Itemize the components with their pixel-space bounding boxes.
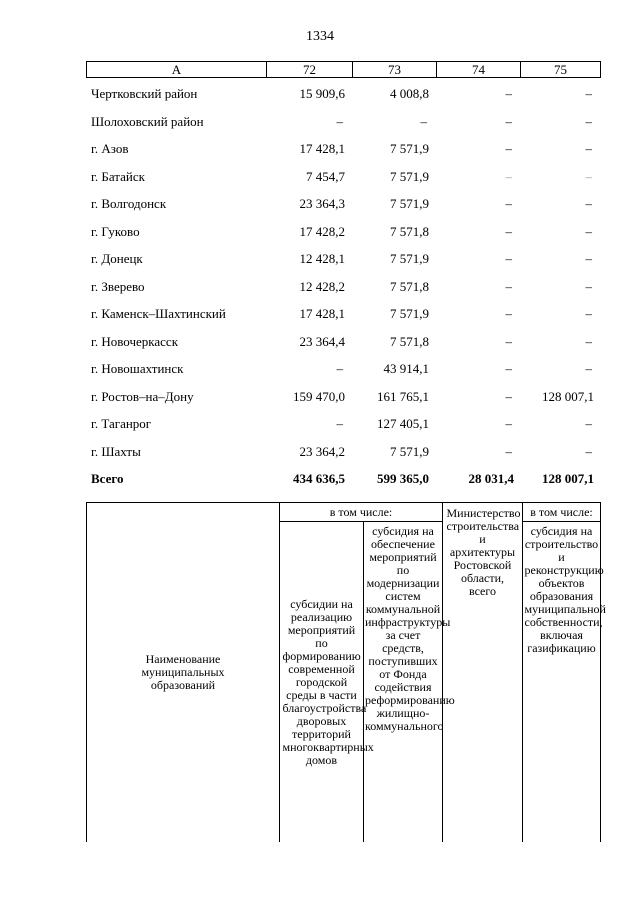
value-col-74: – <box>505 361 512 376</box>
value-col-74: – <box>505 334 512 349</box>
value-col-72: 23 364,4 <box>299 334 345 349</box>
continuation-header-table <box>86 502 606 842</box>
value-col-73: 7 571,9 <box>390 141 429 156</box>
value-col-73: 7 571,8 <box>390 334 429 349</box>
value-col-72: 17 428,1 <box>299 306 345 321</box>
value-col-72: – <box>336 114 343 129</box>
municipality-name: г. Каменск–Шахтинский <box>91 306 226 321</box>
value-col-72: 17 428,1 <box>299 141 345 156</box>
municipality-name: г. Донецк <box>91 251 143 266</box>
value-col-72: 7 454,7 <box>306 169 345 184</box>
municipality-name: Чертковский район <box>91 86 198 101</box>
subsidy-education-objects-header: субсидия на строительство и реконструкцию объектов образования муниципальной собственности, включая газификацию <box>523 522 601 843</box>
value-col-74: – <box>505 279 512 294</box>
value-col-74: – <box>505 86 512 101</box>
value-col-73: 7 571,9 <box>390 306 429 321</box>
value-col-74: – <box>505 224 512 239</box>
value-col-72: 23 364,3 <box>299 196 345 211</box>
including-right-header: в том числе: <box>523 503 601 522</box>
subsidy-urban-environment-header: субсидии на реализацию мероприятий по формированию современной городской среды в части благоустройства дворовых территорий многоквартирных домов <box>280 522 364 843</box>
municipality-name: г. Новошахтинск <box>91 361 184 376</box>
header-col-73: 73 <box>353 62 437 78</box>
names-column-header: Наименование муниципальных образований <box>87 503 280 843</box>
value-col-73: 7 571,8 <box>390 279 429 294</box>
value-col-73: – <box>420 114 427 129</box>
value-col-74: – <box>505 141 512 156</box>
value-col-73: 7 571,9 <box>390 196 429 211</box>
table-row <box>86 84 600 104</box>
value-col-73: 127 405,1 <box>377 416 429 431</box>
value-col-72: 12 428,2 <box>299 279 345 294</box>
value-col-75: 128 007,1 <box>542 389 594 404</box>
including-left-header: в том числе: <box>280 503 443 522</box>
value-col-74: – <box>505 169 512 184</box>
header-col-72: 72 <box>267 62 353 78</box>
municipality-name: г. Новочеркасск <box>91 334 179 349</box>
municipality-name: г. Батайск <box>91 169 145 184</box>
municipality-name: г. Зверево <box>91 279 145 294</box>
table-row <box>86 359 600 379</box>
table-row <box>86 222 600 242</box>
value-col-72: – <box>336 416 343 431</box>
table-row <box>86 442 600 462</box>
table-row <box>86 167 600 187</box>
value-col-75: – <box>585 114 592 129</box>
total-label: Всего <box>91 471 124 486</box>
header-col-a: А <box>87 62 267 78</box>
value-col-75: – <box>585 224 592 239</box>
table-row <box>86 332 600 352</box>
value-col-72: 17 428,2 <box>299 224 345 239</box>
ministry-column-header: Министерство строительства и архитектуры Ростовской области, всего <box>443 503 523 843</box>
value-col-72: 12 428,1 <box>299 251 345 266</box>
value-col-73: 7 571,9 <box>390 251 429 266</box>
value-col-75: – <box>585 416 592 431</box>
municipality-name: г. Ростов–на–Дону <box>91 389 194 404</box>
value-col-74: – <box>505 251 512 266</box>
header-col-74: 74 <box>437 62 521 78</box>
value-col-73: 161 765,1 <box>377 389 429 404</box>
municipality-name: Шолоховский район <box>91 114 204 129</box>
value-col-75: – <box>585 251 592 266</box>
table-row <box>86 249 600 269</box>
total-col-75: 128 007,1 <box>542 471 594 486</box>
total-col-74: 28 031,4 <box>468 471 514 486</box>
header-col-75: 75 <box>521 62 601 78</box>
value-col-74: – <box>505 389 512 404</box>
value-col-74: – <box>505 196 512 211</box>
table-row <box>86 112 600 132</box>
municipality-name: г. Таганрог <box>91 416 152 431</box>
value-col-72: 15 909,6 <box>299 86 345 101</box>
value-col-73: 7 571,9 <box>390 169 429 184</box>
total-col-72: 434 636,5 <box>293 471 345 486</box>
value-col-73: 4 008,8 <box>390 86 429 101</box>
value-col-73: 43 914,1 <box>383 361 429 376</box>
value-col-75: – <box>585 86 592 101</box>
value-col-74: – <box>505 416 512 431</box>
table-row <box>86 194 600 214</box>
value-col-74: – <box>505 114 512 129</box>
municipality-name: г. Гуково <box>91 224 140 239</box>
value-col-72: 159 470,0 <box>293 389 345 404</box>
municipality-name: г. Шахты <box>91 444 141 459</box>
total-row <box>86 469 600 489</box>
municipality-name: г. Волгодонск <box>91 196 167 211</box>
value-col-74: – <box>505 444 512 459</box>
table-row <box>86 387 600 407</box>
value-col-75: – <box>585 361 592 376</box>
value-col-73: 7 571,8 <box>390 224 429 239</box>
value-col-75: – <box>585 279 592 294</box>
table-row <box>86 139 600 159</box>
table-row <box>86 414 600 434</box>
total-col-73: 599 365,0 <box>377 471 429 486</box>
value-col-74: – <box>505 306 512 321</box>
value-col-75: – <box>585 196 592 211</box>
value-col-75: – <box>585 169 592 184</box>
column-number-header <box>86 61 601 78</box>
value-col-75: – <box>585 141 592 156</box>
value-col-75: – <box>585 444 592 459</box>
value-col-75: – <box>585 334 592 349</box>
subsidy-utility-infrastructure-header: субсидия на обеспечение мероприятий по модернизации систем коммунальной инфраструктуры за счет средств, поступивших от Фонда содействия реформированию жилищно-коммунального <box>364 522 443 843</box>
table-row <box>86 304 600 324</box>
value-col-75: – <box>585 306 592 321</box>
municipality-name: г. Азов <box>91 141 129 156</box>
value-col-72: – <box>336 361 343 376</box>
value-col-73: 7 571,9 <box>390 444 429 459</box>
value-col-72: 23 364,2 <box>299 444 345 459</box>
table-row <box>86 277 600 297</box>
page-number: 1334 <box>306 29 334 44</box>
